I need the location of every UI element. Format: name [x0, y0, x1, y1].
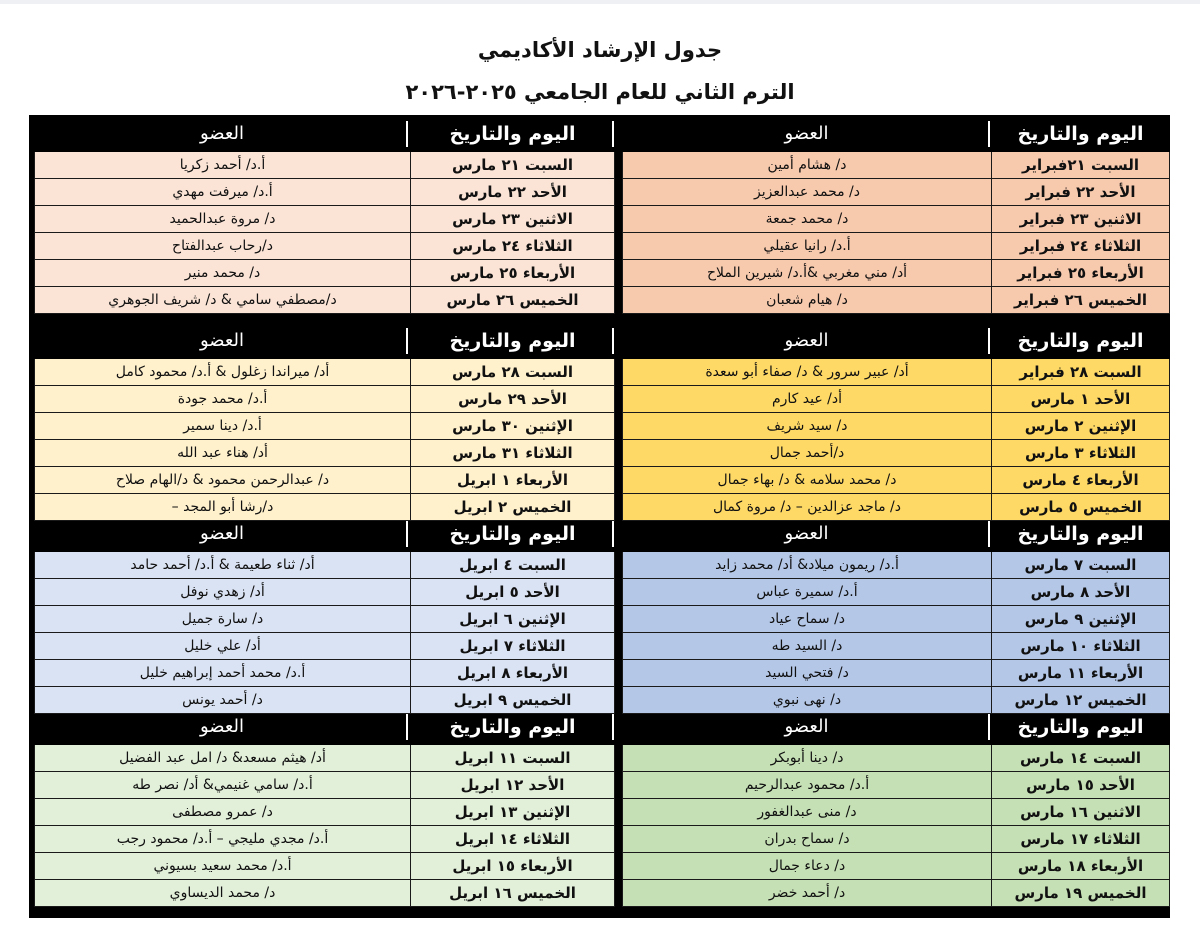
member-cell: د/ ماجد عزالدين – د/ مروة كمال	[622, 494, 991, 521]
header-member-label: العضو	[199, 123, 245, 144]
member-cell: د/ دعاء جمال	[622, 853, 991, 880]
header-divider	[988, 121, 990, 147]
header-member-label: العضو	[199, 523, 245, 544]
table-row	[622, 287, 1170, 314]
member-cell: د/مصطفي سامي & د/ شريف الجوهري	[34, 287, 410, 314]
date-cell: الأربعاء ١١ مارس	[991, 660, 1170, 687]
date-cell: الأحد ١٢ ابريل	[410, 772, 615, 799]
date-cell: الاثنين ٢٣ فبراير	[991, 206, 1170, 233]
schedule-block	[622, 322, 1170, 525]
header-date-label: اليوم والتاريخ	[1017, 522, 1144, 545]
date-cell: السبت ٢١فبراير	[991, 152, 1170, 179]
header-divider	[406, 714, 408, 740]
member-cell: أد/ ثناء طعيمة & أ.د/ أحمد حامد	[34, 552, 410, 579]
table-row	[34, 579, 615, 606]
date-cell: السبت ١١ ابريل	[410, 745, 615, 772]
schedule-block	[622, 515, 1170, 718]
member-cell: أ.د/ سامي غنيمي& أد/ نصر طه	[34, 772, 410, 799]
date-cell: السبت ٢٨ فبراير	[991, 359, 1170, 386]
table-row	[34, 826, 615, 853]
date-cell: الإثنين ٢ مارس	[991, 413, 1170, 440]
member-cell: د/رحاب عبدالفتاح	[34, 233, 410, 260]
table-row	[34, 467, 615, 494]
date-cell: الأحد ٢٢ فبراير	[991, 179, 1170, 206]
table-row	[34, 745, 615, 772]
table-rows	[34, 745, 615, 907]
table-row	[34, 880, 615, 907]
date-cell: الثلاثاء ١٧ مارس	[991, 826, 1170, 853]
table-rows	[34, 152, 615, 314]
header-date-label: اليوم والتاريخ	[1017, 122, 1144, 145]
header-member-label: العضو	[199, 716, 245, 737]
date-cell: الخميس ١٢ مارس	[991, 687, 1170, 714]
date-cell: الأحد ٢٩ مارس	[410, 386, 615, 413]
member-cell: أ.د/ أحمد زكريا	[34, 152, 410, 179]
member-cell: د/ مروة عبدالحميد	[34, 206, 410, 233]
member-cell: أ.د/ دينا سمير	[34, 413, 410, 440]
header-member-label: العضو	[784, 123, 829, 144]
date-cell: الأربعاء ٤ مارس	[991, 467, 1170, 494]
header-divider	[612, 714, 614, 740]
date-cell: الأربعاء ٢٥ مارس	[410, 260, 615, 287]
table-row	[622, 413, 1170, 440]
header-divider	[612, 521, 614, 547]
date-cell: الأربعاء ٢٥ فبراير	[991, 260, 1170, 287]
date-cell: الإثنين ٦ ابريل	[410, 606, 615, 633]
table-row	[622, 745, 1170, 772]
header-member-label: العضو	[784, 330, 829, 351]
table-row	[622, 633, 1170, 660]
date-cell: الثلاثاء ٢٤ مارس	[410, 233, 615, 260]
table-row	[622, 606, 1170, 633]
header-divider	[406, 121, 408, 147]
table-row	[34, 359, 615, 386]
schedule-half-right	[622, 115, 1170, 918]
date-cell: الخميس ٢ ابريل	[410, 494, 615, 521]
member-cell: أ.د/ محمود عبدالرحيم	[622, 772, 991, 799]
member-cell: د/أحمد جمال	[622, 440, 991, 467]
member-cell: أ.د/ مجدي مليجي – أ.د/ محمود رجب	[34, 826, 410, 853]
member-cell: د/ فتحي السيد	[622, 660, 991, 687]
header-divider	[406, 328, 408, 354]
date-cell: الإثنين ٣٠ مارس	[410, 413, 615, 440]
member-cell: د/ سيد شريف	[622, 413, 991, 440]
schedule-block	[34, 708, 615, 911]
table-row	[34, 233, 615, 260]
member-cell: د/ محمد الديساوي	[34, 880, 410, 907]
table-row	[622, 799, 1170, 826]
table-rows	[622, 359, 1170, 521]
schedule-block	[34, 322, 615, 525]
top-strip	[0, 0, 1200, 4]
header-divider	[612, 328, 614, 354]
member-cell: أ.د/ محمد جودة	[34, 386, 410, 413]
table-row	[622, 467, 1170, 494]
header-date-label: اليوم والتاريخ	[449, 122, 576, 145]
date-cell: الأربعاء ١ ابريل	[410, 467, 615, 494]
member-cell: أد/ عيد كارم	[622, 386, 991, 413]
header-divider	[612, 121, 614, 147]
table-row	[622, 552, 1170, 579]
table-row	[34, 633, 615, 660]
date-cell: الثلاثاء ٣ مارس	[991, 440, 1170, 467]
table-rows	[34, 552, 615, 714]
header-date-label: اليوم والتاريخ	[1017, 715, 1144, 738]
table-row	[622, 853, 1170, 880]
date-cell: الثلاثاء ٢٤ فبراير	[991, 233, 1170, 260]
member-cell: د/ هيام شعبان	[622, 287, 991, 314]
member-cell: د/ محمد عبدالعزيز	[622, 179, 991, 206]
date-cell: الأحد ١ مارس	[991, 386, 1170, 413]
header-divider	[988, 714, 990, 740]
member-cell: د/ سارة جميل	[34, 606, 410, 633]
member-cell: أد/ زهدي نوفل	[34, 579, 410, 606]
date-cell: الخميس ٩ ابريل	[410, 687, 615, 714]
date-cell: الخميس ١٦ ابريل	[410, 880, 615, 907]
date-cell: السبت ٧ مارس	[991, 552, 1170, 579]
schedule-table	[29, 115, 1170, 918]
table-row	[34, 152, 615, 179]
header-member-label: العضو	[784, 716, 829, 737]
table-row	[622, 206, 1170, 233]
table-row	[622, 772, 1170, 799]
date-cell: الأربعاء ١٥ ابريل	[410, 853, 615, 880]
header-divider	[406, 521, 408, 547]
member-cell: أد/ عبير سرور & د/ صفاء أبو سعدة	[622, 359, 991, 386]
table-row	[622, 233, 1170, 260]
date-cell: الأربعاء ١٨ مارس	[991, 853, 1170, 880]
date-cell: الخميس ٢٦ مارس	[410, 287, 615, 314]
member-cell: د/ محمد جمعة	[622, 206, 991, 233]
table-row	[34, 413, 615, 440]
table-header-row	[622, 322, 1170, 359]
date-cell: الأحد ٢٢ مارس	[410, 179, 615, 206]
date-cell: الثلاثاء ١٤ ابريل	[410, 826, 615, 853]
table-row	[622, 440, 1170, 467]
table-row	[34, 660, 615, 687]
member-cell: أد/ هيثم مسعد& د/ امل عبد الفضيل	[34, 745, 410, 772]
member-cell: أد/ ميراندا زغلول & أ.د/ محمود كامل	[34, 359, 410, 386]
table-row	[622, 179, 1170, 206]
member-cell: د/ نهى نبوي	[622, 687, 991, 714]
schedule-block	[34, 515, 615, 718]
page-title: جدول الإرشاد الأكاديمي	[477, 38, 723, 62]
member-cell: د/ سماح بدران	[622, 826, 991, 853]
member-cell: د/رشا أبو المجد –	[34, 494, 410, 521]
date-cell: الخميس ١٩ مارس	[991, 880, 1170, 907]
table-row	[34, 179, 615, 206]
header-date-label: اليوم والتاريخ	[449, 715, 576, 738]
table-row	[622, 386, 1170, 413]
member-cell: د/ منى عبدالغفور	[622, 799, 991, 826]
header-date-label: اليوم والتاريخ	[1017, 329, 1144, 352]
table-rows	[622, 745, 1170, 907]
member-cell: أ.د/ رانيا عقيلي	[622, 233, 991, 260]
member-cell: د/ دينا أبوبكر	[622, 745, 991, 772]
table-row	[622, 260, 1170, 287]
member-cell: د/ عبدالرحمن محمود & د/الهام صلاح	[34, 467, 410, 494]
header-date-label: اليوم والتاريخ	[449, 329, 576, 352]
table-row	[622, 826, 1170, 853]
table-header-row	[34, 708, 615, 745]
table-header-row	[34, 115, 615, 152]
page-subtitle: الترم الثاني للعام الجامعي ٢٠٢٥-٢٠٢٦	[405, 80, 795, 104]
table-row	[622, 880, 1170, 907]
table-header-row	[622, 115, 1170, 152]
date-cell: السبت ٤ ابريل	[410, 552, 615, 579]
member-cell: أد/ مني مغربي &أ.د/ شيرين الملاح	[622, 260, 991, 287]
table-row	[622, 152, 1170, 179]
schedule-block	[622, 708, 1170, 911]
date-cell: الأحد ١٥ مارس	[991, 772, 1170, 799]
table-row	[622, 660, 1170, 687]
member-cell: د/ عمرو مصطفى	[34, 799, 410, 826]
table-header-row	[622, 708, 1170, 745]
date-cell: الأحد ٨ مارس	[991, 579, 1170, 606]
table-row	[34, 206, 615, 233]
date-cell: الاثنين ٢٣ مارس	[410, 206, 615, 233]
table-row	[34, 287, 615, 314]
member-cell: أد/ علي خليل	[34, 633, 410, 660]
table-row	[34, 386, 615, 413]
date-cell: السبت ٢١ مارس	[410, 152, 615, 179]
date-cell: الإثنين ١٣ ابريل	[410, 799, 615, 826]
schedule-block	[622, 115, 1170, 318]
member-cell: أد/ هناء عبد الله	[34, 440, 410, 467]
date-cell: الخميس ٥ مارس	[991, 494, 1170, 521]
member-cell: د/ محمد منير	[34, 260, 410, 287]
date-cell: الخميس ٢٦ فبراير	[991, 287, 1170, 314]
member-cell: د/ محمد سلامه & د/ بهاء جمال	[622, 467, 991, 494]
table-row	[34, 260, 615, 287]
date-cell: الإثنين ٩ مارس	[991, 606, 1170, 633]
member-cell: د/ سماح عياد	[622, 606, 991, 633]
header-date-label: اليوم والتاريخ	[449, 522, 576, 545]
header-divider	[988, 521, 990, 547]
table-row	[622, 579, 1170, 606]
date-cell: الأربعاء ٨ ابريل	[410, 660, 615, 687]
schedule-half-left	[34, 115, 615, 918]
date-cell: الثلاثاء ١٠ مارس	[991, 633, 1170, 660]
table-row	[34, 772, 615, 799]
table-rows	[622, 152, 1170, 314]
table-row	[34, 799, 615, 826]
table-header-row	[622, 515, 1170, 552]
date-cell: السبت ١٤ مارس	[991, 745, 1170, 772]
member-cell: أ.د/ ريمون ميلاد& أد/ محمد زايد	[622, 552, 991, 579]
schedule-block	[34, 115, 615, 318]
member-cell: د/ أحمد يونس	[34, 687, 410, 714]
table-row	[622, 359, 1170, 386]
table-rows	[622, 552, 1170, 714]
table-header-row	[34, 322, 615, 359]
member-cell: أ.د/ سميرة عباس	[622, 579, 991, 606]
member-cell: أ.د/ ميرفت مهدي	[34, 179, 410, 206]
member-cell: د/ السيد طه	[622, 633, 991, 660]
date-cell: الثلاثاء ٣١ مارس	[410, 440, 615, 467]
date-cell: الأحد ٥ ابريل	[410, 579, 615, 606]
member-cell: د/ هشام أمين	[622, 152, 991, 179]
header-member-label: العضو	[784, 523, 829, 544]
header-member-label: العضو	[199, 330, 245, 351]
table-row	[34, 853, 615, 880]
table-row	[34, 606, 615, 633]
member-cell: أ.د/ محمد سعيد بسيوني	[34, 853, 410, 880]
table-rows	[34, 359, 615, 521]
table-header-row	[34, 515, 615, 552]
date-cell: الثلاثاء ٧ ابريل	[410, 633, 615, 660]
table-row	[34, 552, 615, 579]
member-cell: أ.د/ محمد أحمد إبراهيم خليل	[34, 660, 410, 687]
date-cell: الاثنين ١٦ مارس	[991, 799, 1170, 826]
table-row	[34, 440, 615, 467]
header-divider	[988, 328, 990, 354]
date-cell: السبت ٢٨ مارس	[410, 359, 615, 386]
member-cell: د/ أحمد خضر	[622, 880, 991, 907]
